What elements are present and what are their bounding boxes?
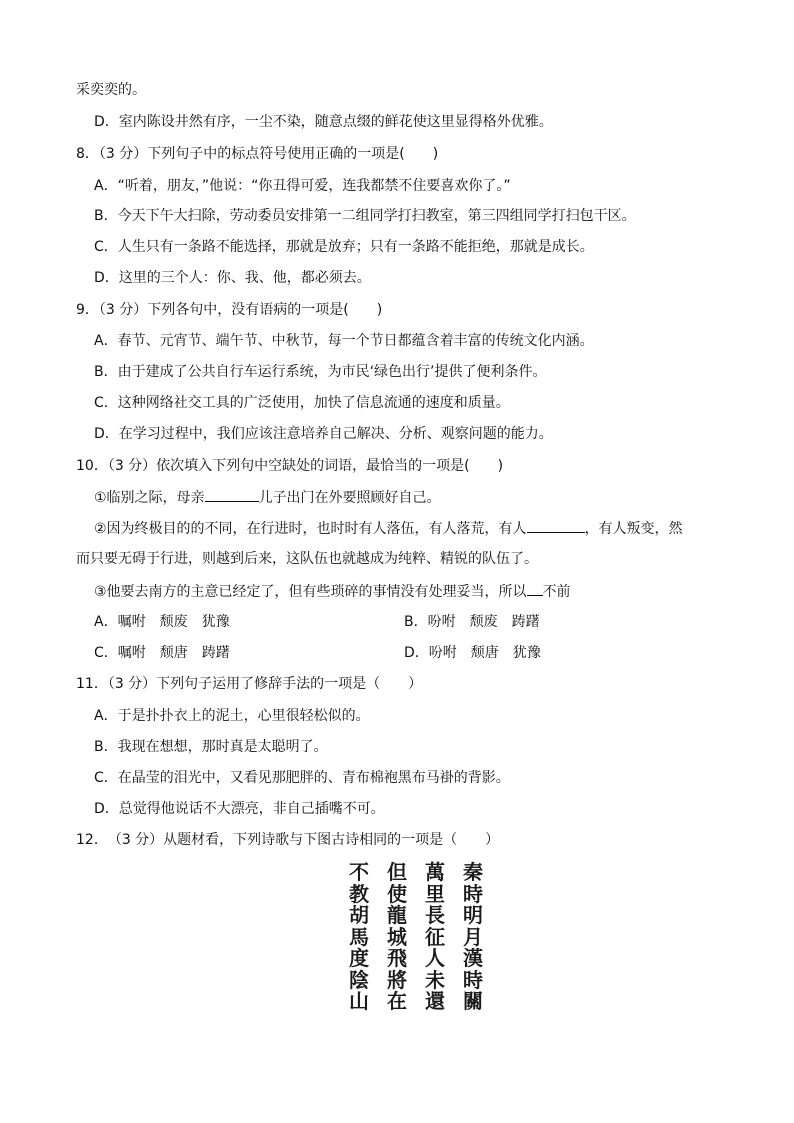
q10-option-b: B．吩咐 颓废 踌躇 — [404, 614, 540, 630]
poem-character: 將 — [387, 967, 407, 992]
poem-character: 使 — [387, 881, 407, 906]
poem-character: 時 — [463, 881, 483, 906]
q12-stem: 12． （3 分）从题材看，下列诗歌与下图古诗相同的一项是（ ） — [76, 832, 500, 848]
q10-s1-after: 儿子出门在外要照顾好自己。 — [258, 490, 441, 506]
q10-s1-before: ①临别之际，母亲 — [94, 490, 205, 506]
q10-s3-before: ③他要去南方的主意已经定了，但有些琐碎的事情没有处理妥当，所以 — [94, 584, 527, 600]
poem-character: 但 — [387, 860, 407, 884]
poem-character: 明 — [463, 903, 483, 927]
q9-option-d: D．在学习过程中，我们应该注意培养自己解决、分析、观察问题的能力。 — [94, 426, 553, 442]
q10-s2-before: ②因为终极目的的不同，在行进时，也时时有人落伍，有人落荒，有人 — [94, 521, 527, 537]
poem-column-3 — [384, 862, 410, 1013]
q10-option-c: C．嘱咐 颓唐 踌躇 — [94, 645, 230, 661]
q9-option-b: B．由于建成了公共自行车运行系统，为市民‘绿色出行’提供了便利条件。 — [94, 364, 547, 380]
q11-stem: 11．（3 分）下列句子运用了修辞手法的一项是（ ） — [76, 676, 423, 692]
q10-sentence-2-continued: 而只要无碍于行进，则越到后来，这队伍也就越成为纯粹、精锐的队伍了。 — [76, 551, 538, 567]
poem-character: 龍 — [387, 903, 407, 927]
poem-character: 還 — [425, 989, 445, 1013]
poem-character: 教 — [349, 881, 369, 906]
calligraphy-poem — [346, 862, 486, 1013]
q8-stem: 8．（3 分）下列句子中的标点符号使用正确的一项是( ) — [76, 146, 439, 162]
q10-sentence-3 — [94, 581, 571, 602]
poem-character: 在 — [387, 989, 407, 1013]
q8-option-c: C．人生只有一条路不能选择，那就是放弃；只有一条路不能拒绝，那就是成长。 — [94, 239, 594, 255]
poem-character: 長 — [425, 903, 445, 927]
q9-option-a: A．春节、元宵节、端午节、中秋节，每一个节日都蕴含着丰富的传统文化内涵。 — [94, 333, 594, 349]
poem-character: 馬 — [349, 924, 369, 949]
poem-character: 里 — [425, 881, 445, 906]
poem-character: 漢 — [463, 946, 483, 970]
q10-s2-after: ，有人叛变，然 — [584, 521, 683, 537]
q10-sentence-2 — [94, 518, 683, 539]
poem-character: 秦 — [463, 860, 483, 884]
fill-blank-3 — [527, 581, 543, 596]
poem-character: 度 — [349, 946, 369, 970]
poem-character: 胡 — [349, 903, 369, 927]
q7-option-d: D．室内陈设井然有序，一尘不染，随意点缀的鲜花使这里显得格外优雅。 — [94, 114, 553, 130]
q11-option-a: A．于是扑扑衣上的泥土，心里很轻松似的。 — [94, 708, 370, 724]
poem-character: 征 — [425, 924, 445, 949]
q8-option-b: B．今天下午大扫除，劳动委员安排第一二组同学打扫教室，第三四组同学打扫包干区。 — [94, 208, 636, 224]
poem-character: 未 — [425, 967, 445, 992]
q10-option-a: A．嘱咐 颓废 犹豫 — [94, 614, 230, 630]
poem-character: 人 — [425, 946, 445, 970]
poem-character: 山 — [349, 989, 369, 1013]
poem-column-2 — [422, 862, 448, 1013]
q11-option-c: C．在晶莹的泪光中，又看见那肥胖的、青布棉袍黑布马褂的背影。 — [94, 770, 510, 786]
poem-character: 關 — [463, 989, 483, 1013]
q10-stem: 10．（3 分）依次填入下列句中空缺处的词语，最恰当的一项是( ) — [76, 458, 504, 474]
poem-character: 時 — [463, 967, 483, 992]
poem-character: 月 — [463, 924, 483, 949]
q10-s3-after: 不前 — [542, 584, 571, 600]
poem-column-4 — [346, 862, 372, 1013]
fill-blank-1 — [205, 487, 259, 502]
q10-sentence-1 — [94, 487, 441, 508]
q11-option-d: D．总觉得他说话不大漂亮，非自己插嘴不可。 — [94, 801, 385, 817]
poem-character: 城 — [387, 924, 407, 949]
continued-option-text: 采奕奕的。 — [76, 82, 146, 98]
q10-option-d: D．吩咐 颓唐 犹豫 — [404, 645, 541, 661]
poem-character: 萬 — [425, 860, 445, 884]
q9-option-c: C．这种网络社交工具的广泛使用，加快了信息流通的速度和质量。 — [94, 395, 510, 411]
fill-blank-2 — [527, 518, 585, 533]
q11-option-b: B．我现在想想，那时真是太聪明了。 — [94, 739, 328, 755]
poem-character: 飛 — [387, 946, 407, 970]
poem-character: 陰 — [349, 967, 369, 992]
q8-option-a: A．“听着，朋友，”他说：“你丑得可爱，连我都禁不住要喜欢你了。” — [94, 178, 511, 194]
poem-column-1 — [460, 862, 486, 1013]
q9-stem: 9．（3 分）下列各句中，没有语病的一项是( ) — [76, 302, 383, 318]
poem-character: 不 — [349, 860, 369, 884]
q8-option-d: D．这里的三个人：你、我、他，都必须去。 — [94, 270, 371, 286]
